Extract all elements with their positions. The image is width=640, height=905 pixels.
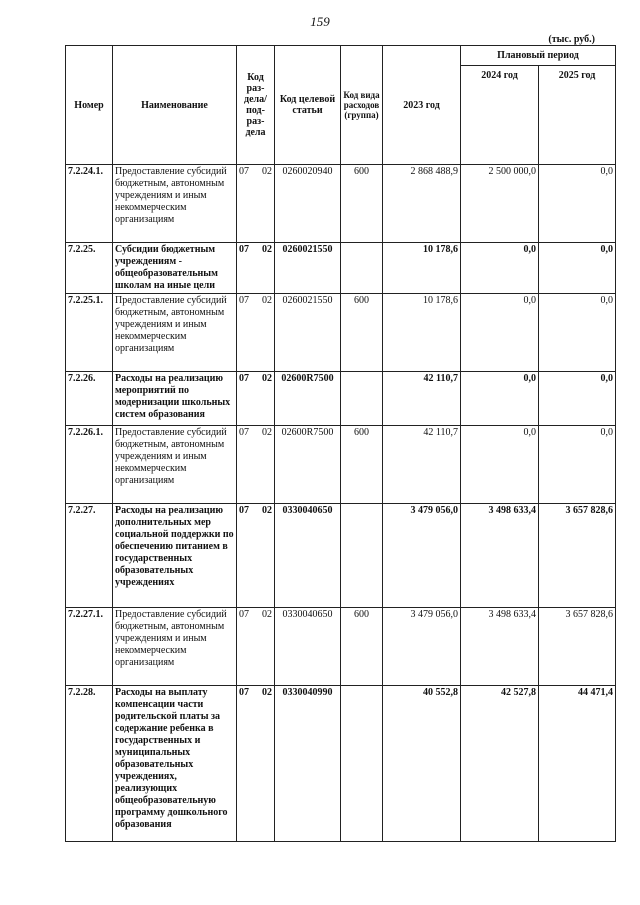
header-name: Наименование xyxy=(113,46,237,165)
row-amount-2023: 3 479 056,0 xyxy=(383,608,461,686)
header-section-code: Код раз-дела/ под-раз-дела xyxy=(237,46,275,165)
row-expense-type: 600 xyxy=(341,165,383,243)
row-amount-2024: 3 498 633,4 xyxy=(461,608,539,686)
header-expense-type: Код вида расходов (группа) xyxy=(341,46,383,165)
page-number: 159 xyxy=(310,14,330,29)
row-amount-2025: 0,0 xyxy=(539,426,616,504)
row-amount-2025: 3 657 828,6 xyxy=(539,608,616,686)
row-amount-2023: 10 178,6 xyxy=(383,294,461,372)
row-target-code: 0260021550 xyxy=(275,294,341,372)
row-number: 7.2.27. xyxy=(66,504,113,608)
row-section-code: 07 02 xyxy=(237,243,275,294)
row-section-code: 07 02 xyxy=(237,686,275,842)
table-row xyxy=(66,243,616,294)
row-number: 7.2.28. xyxy=(66,686,113,842)
row-expense-type xyxy=(341,372,383,426)
row-amount-2023: 40 552,8 xyxy=(383,686,461,842)
row-amount-2025: 0,0 xyxy=(539,294,616,372)
table-row xyxy=(66,608,616,686)
row-amount-2024: 3 498 633,4 xyxy=(461,504,539,608)
row-number: 7.2.25. xyxy=(66,243,113,294)
row-expense-type xyxy=(341,686,383,842)
row-expense-type xyxy=(341,243,383,294)
budget-table xyxy=(65,45,616,842)
row-amount-2023: 42 110,7 xyxy=(383,372,461,426)
row-amount-2025: 44 471,4 xyxy=(539,686,616,842)
row-amount-2023: 3 479 056,0 xyxy=(383,504,461,608)
row-expense-type xyxy=(341,504,383,608)
row-amount-2025: 3 657 828,6 xyxy=(539,504,616,608)
row-expense-type: 600 xyxy=(341,426,383,504)
row-section-code: 07 02 xyxy=(237,504,275,608)
row-name: Предоставление субсидий бюджетным, автономным учреждениям и иным некоммерческим организациям xyxy=(113,294,237,372)
row-amount-2024: 0,0 xyxy=(461,294,539,372)
header-planned-period: Плановый период xyxy=(461,46,616,66)
row-target-code: 0330040650 xyxy=(275,504,341,608)
row-section-code: 07 02 xyxy=(237,426,275,504)
row-number: 7.2.24.1. xyxy=(66,165,113,243)
row-section-code: 07 02 xyxy=(237,608,275,686)
row-target-code: 0330040990 xyxy=(275,686,341,842)
row-amount-2023: 42 110,7 xyxy=(383,426,461,504)
row-amount-2024: 2 500 000,0 xyxy=(461,165,539,243)
header-year-2023: 2023 год xyxy=(383,46,461,165)
row-amount-2024: 0,0 xyxy=(461,243,539,294)
row-name: Расходы на выплату компенсации части родительской платы за содержание ребенка в государственных и муниципальных образовательных учреждениях, реализующих общеобразовательную программу дошкольного образования xyxy=(113,686,237,842)
row-name: Расходы на реализацию дополнительных мер социальной поддержки по обеспечению питанием в государственных образовательных учреждениях xyxy=(113,504,237,608)
row-expense-type: 600 xyxy=(341,608,383,686)
table-row xyxy=(66,686,616,842)
row-section-code: 07 02 xyxy=(237,165,275,243)
row-section-code: 07 02 xyxy=(237,372,275,426)
row-amount-2024: 42 527,8 xyxy=(461,686,539,842)
row-amount-2023: 2 868 488,9 xyxy=(383,165,461,243)
row-number: 7.2.25.1. xyxy=(66,294,113,372)
row-amount-2025: 0,0 xyxy=(539,243,616,294)
row-name: Предоставление субсидий бюджетным, автономным учреждениям и иным некоммерческим организациям xyxy=(113,608,237,686)
row-target-code: 02600R7500 xyxy=(275,372,341,426)
row-amount-2025: 0,0 xyxy=(539,165,616,243)
table-row xyxy=(66,294,616,372)
row-target-code: 02600R7500 xyxy=(275,426,341,504)
row-expense-type: 600 xyxy=(341,294,383,372)
header-year-2024: 2024 год xyxy=(461,66,539,165)
header-target-code: Код целевой статьи xyxy=(275,46,341,165)
table-row xyxy=(66,426,616,504)
row-number: 7.2.26. xyxy=(66,372,113,426)
units-label: (тыс. руб.) xyxy=(548,34,595,45)
row-target-code: 0260020940 xyxy=(275,165,341,243)
header-number: Номер xyxy=(66,46,113,165)
row-name: Субсидии бюджетным учреждениям - общеобразовательным школам на иные цели xyxy=(113,243,237,294)
row-section-code: 07 02 xyxy=(237,294,275,372)
row-number: 7.2.27.1. xyxy=(66,608,113,686)
row-number: 7.2.26.1. xyxy=(66,426,113,504)
row-name: Предоставление субсидий бюджетным, автономным учреждениям и иным некоммерческим организациям xyxy=(113,165,237,243)
row-target-code: 0260021550 xyxy=(275,243,341,294)
table-row xyxy=(66,372,616,426)
row-amount-2024: 0,0 xyxy=(461,372,539,426)
table-row xyxy=(66,165,616,243)
row-target-code: 0330040650 xyxy=(275,608,341,686)
row-amount-2024: 0,0 xyxy=(461,426,539,504)
row-amount-2023: 10 178,6 xyxy=(383,243,461,294)
row-name: Предоставление субсидий бюджетным, автономным учреждениям и иным некоммерческим организациям xyxy=(113,426,237,504)
table-row xyxy=(66,504,616,608)
row-amount-2025: 0,0 xyxy=(539,372,616,426)
header-year-2025: 2025 год xyxy=(539,66,616,165)
row-name: Расходы на реализацию мероприятий по модернизации школьных систем образования xyxy=(113,372,237,426)
